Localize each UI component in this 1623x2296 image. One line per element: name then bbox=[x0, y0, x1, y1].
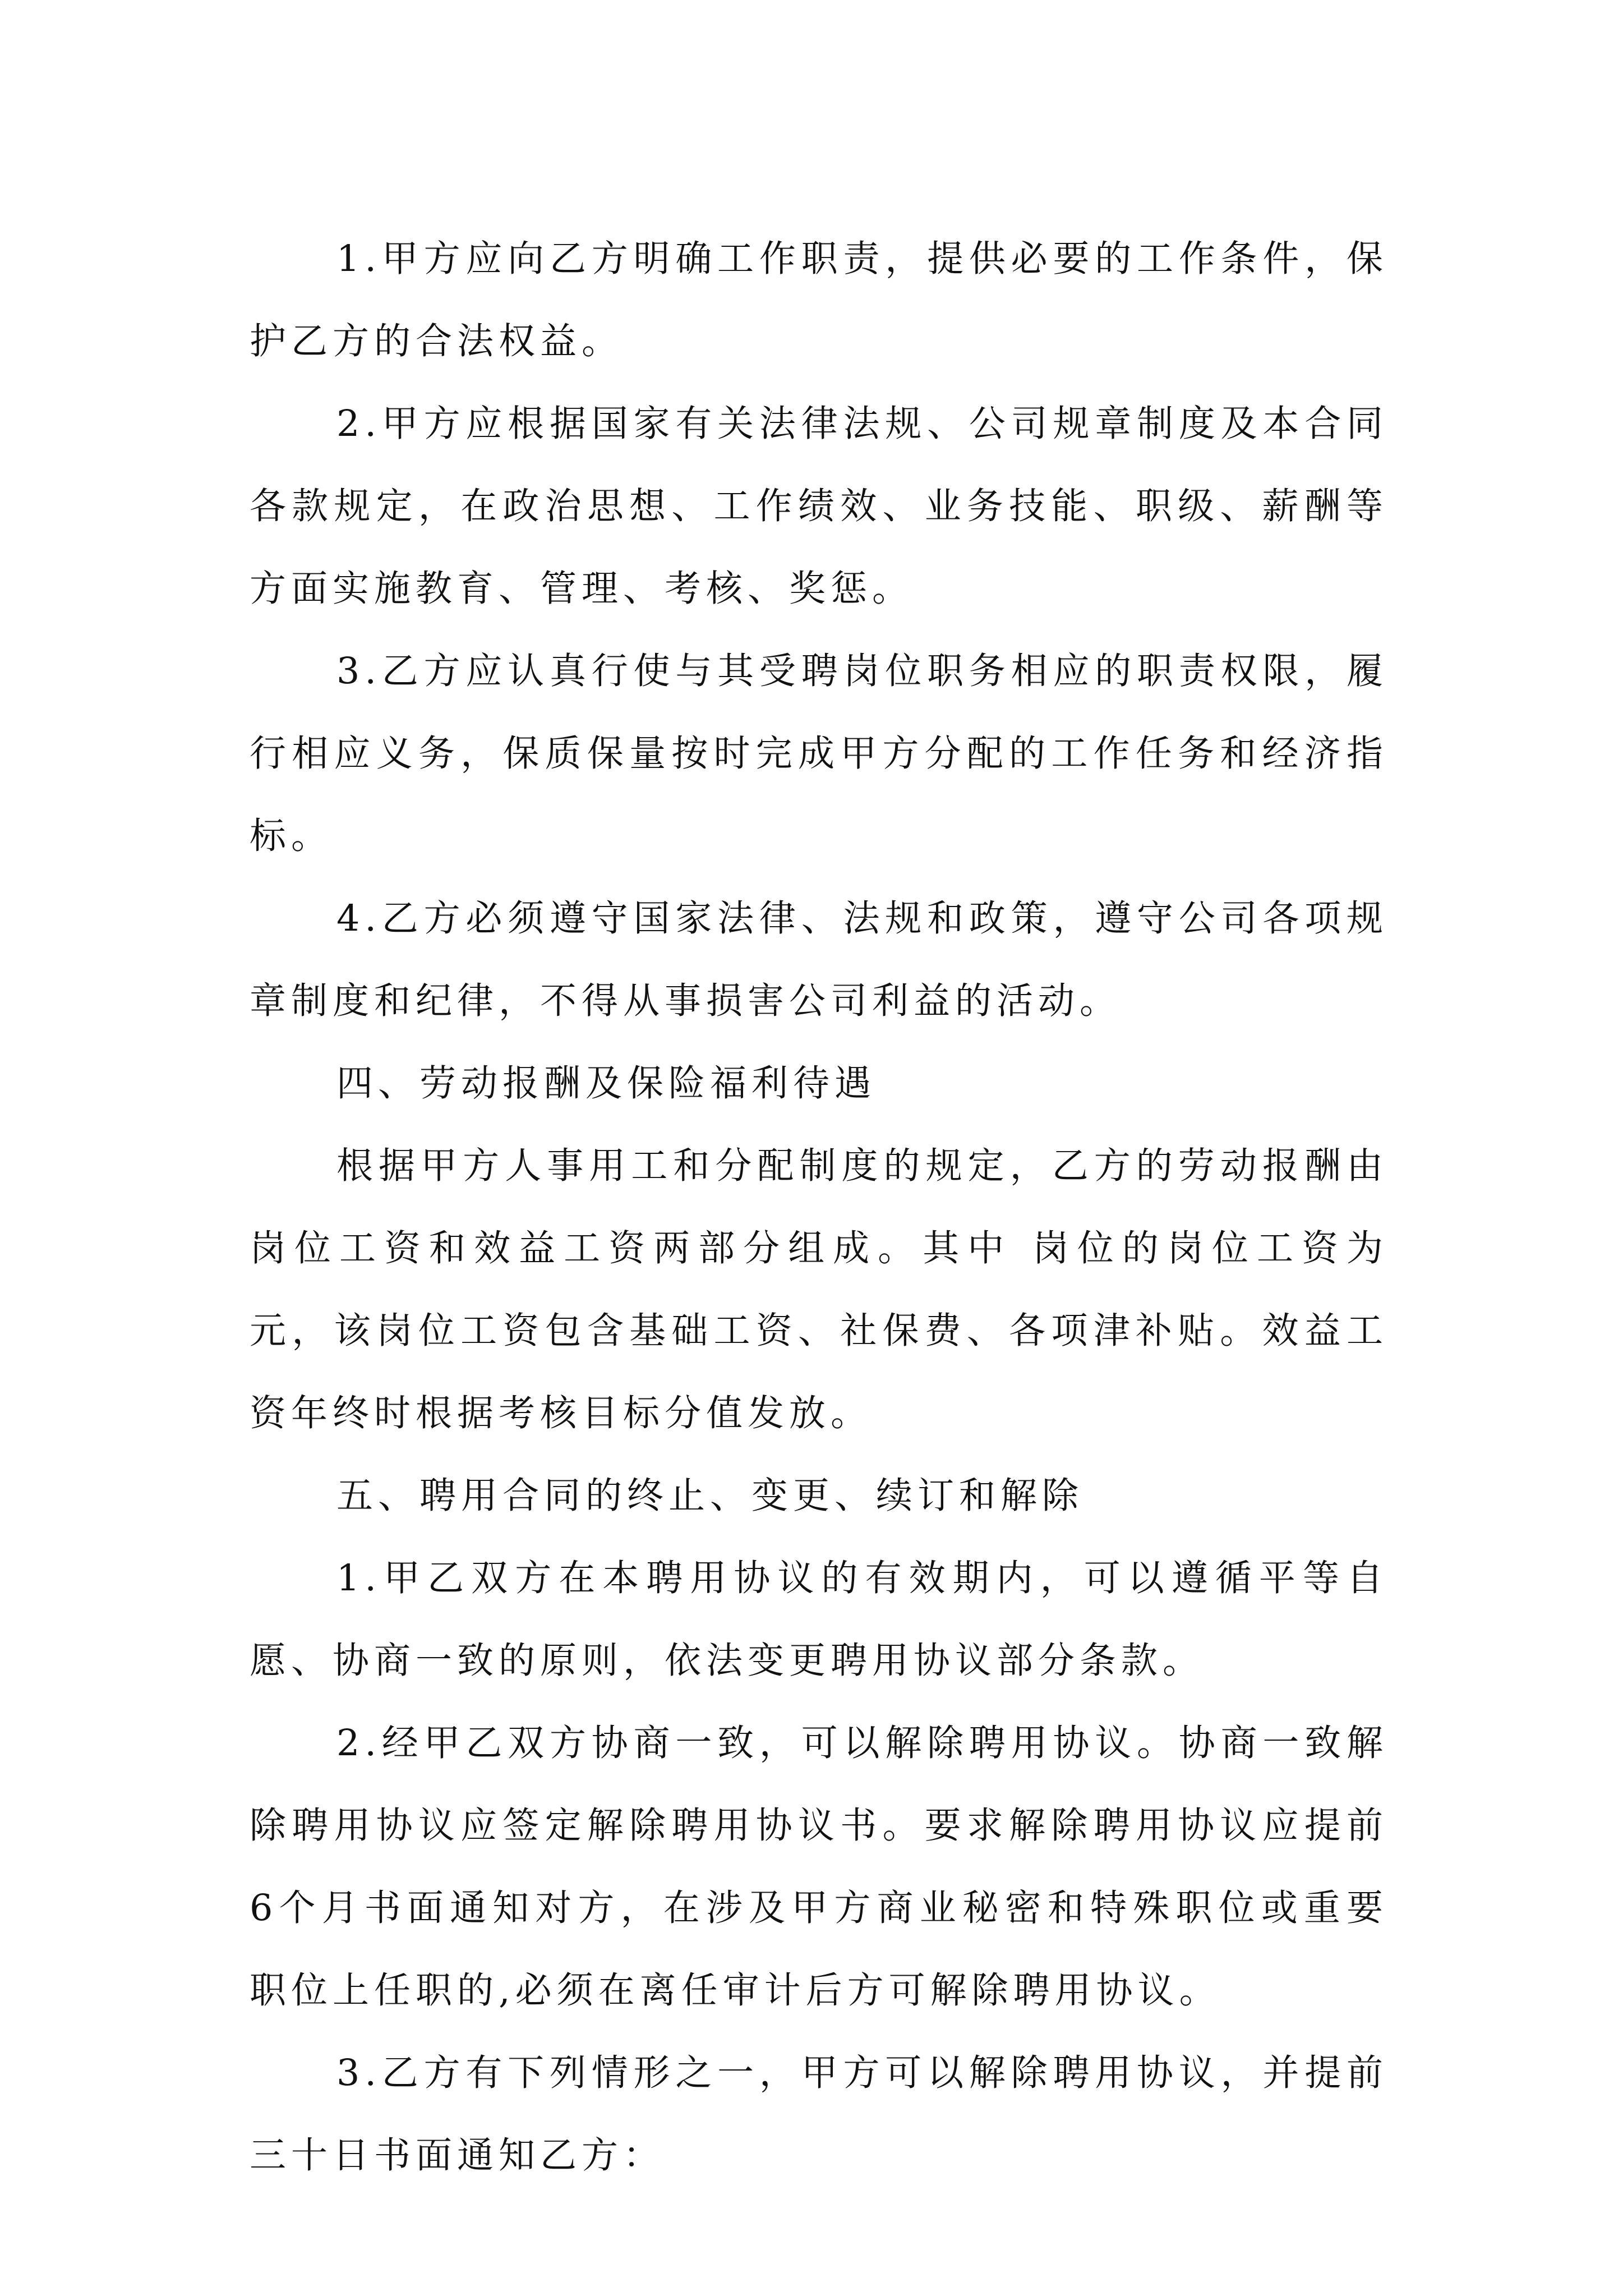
paragraph-remuneration: 根据甲方人事用工和分配制度的规定，乙方的劳动报酬由岗位工资和效益工资两部分组成。其中 岗位的岗位工资为 元，该岗位工资包含基础工资、社保费、各项津补贴。效益工资年终时根据考核目标分值发放。 bbox=[250, 1145, 1388, 1434]
paragraph-termination-1: 1.甲乙双方在本聘用协议的有效期内，可以遵循平等自愿、协商一致的原则，依法变更聘用协议部分条款。 bbox=[250, 1557, 1388, 1682]
paragraph-duty-party-b-4: 4.乙方必须遵守国家法律、法规和政策，遵守公司各项规章制度和纪律，不得从事损害公司利益的活动。 bbox=[250, 898, 1388, 1022]
paragraph-duty-party-a-1: 1.甲方应向乙方明确工作职责，提供必要的工作条件，保护乙方的合法权益。 bbox=[250, 238, 1388, 362]
paragraph-duty-party-a-2: 2.甲方应根据国家有关法律法规、公司规章制度及本合同各款规定，在政治思想、工作绩效、业务技能、职级、薪酬等方面实施教育、管理、考核、奖惩。 bbox=[250, 403, 1388, 610]
paragraph-duty-party-b-3: 3.乙方应认真行使与其受聘岗位职务相应的职责权限，履行相应义务，保质保量按时完成甲方分配的工作任务和经济指标。 bbox=[250, 650, 1388, 857]
paragraph-termination-3: 3.乙方有下列情形之一，甲方可以解除聘用协议，并提前三十日书面通知乙方： bbox=[250, 2052, 1388, 2177]
paragraph-termination-2: 2.经甲乙双方协商一致，可以解除聘用协议。协商一致解除聘用协议应签定解除聘用协议书。要求解除聘用协议应提前6个月书面通知对方，在涉及甲方商业秘密和特殊职位或重要职位上任职的,必须在离任审计后方可解除聘用协议。 bbox=[250, 1722, 1388, 2012]
section-heading-remuneration: 四、劳动报酬及保险福利待遇 bbox=[336, 1062, 877, 1105]
document-body bbox=[250, 218, 1388, 2197]
section-heading-termination: 五、聘用合同的终止、变更、续订和解除 bbox=[336, 1475, 1084, 1517]
